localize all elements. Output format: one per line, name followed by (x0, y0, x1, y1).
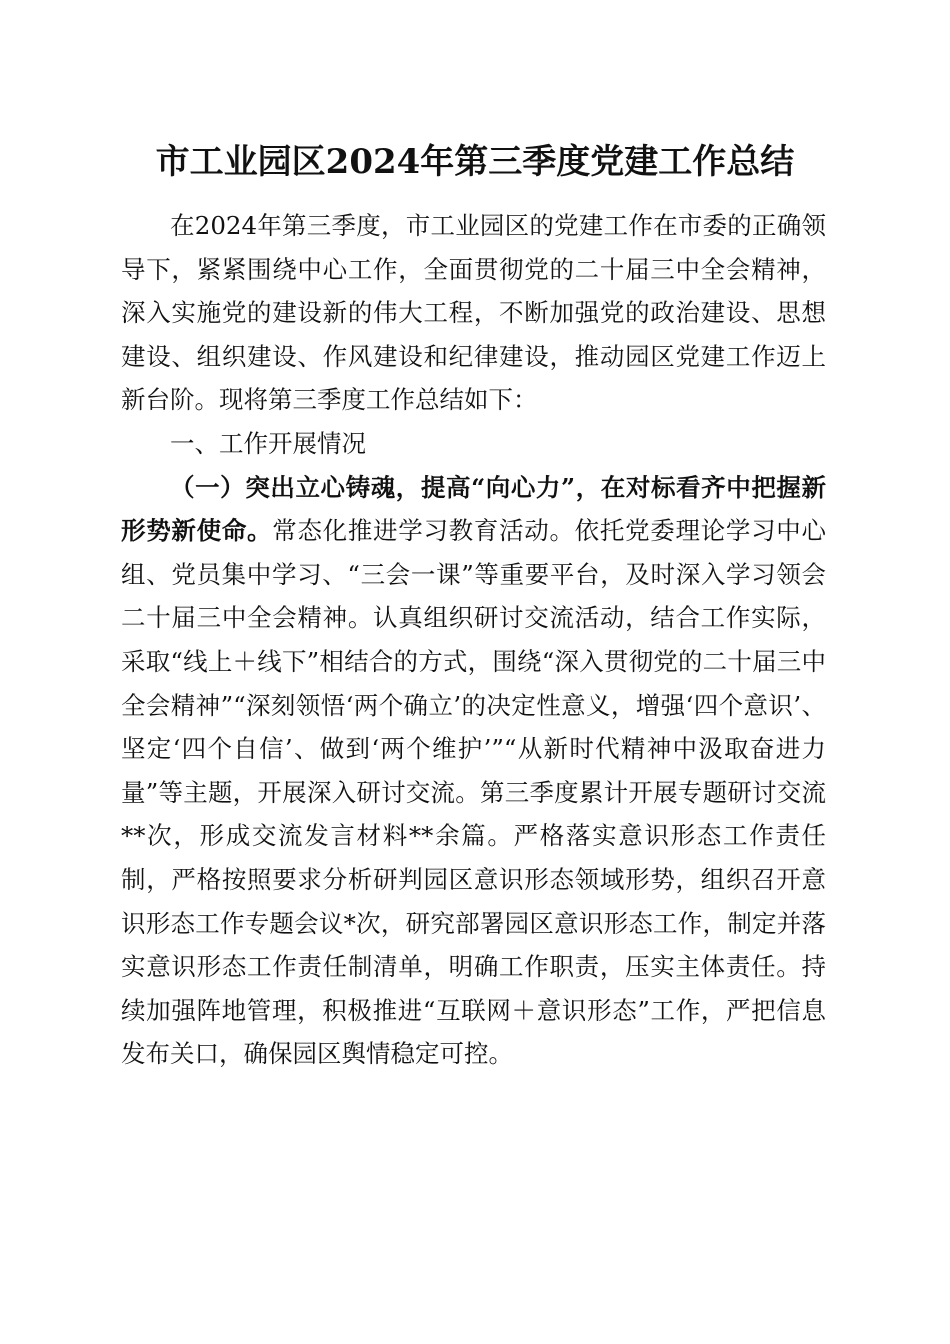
intro-paragraph: 在2024年第三季度，市工业园区的党建工作在市委的正确领导下，紧紧围绕中心工作，全面贯彻党的二十届三中全会精神，深入实施党的建设新的伟大工程，不断加强党的政治建设、思想建设、组织建设、作风建设和纪律建设，推动园区党建工作迈上新台阶。现将第三季度工作总结如下： (121, 211, 826, 415)
document-body (121, 204, 826, 1076)
subsection-body: 常态化推进学习教育活动。依托党委理论学习中心组、党员集中学习、“三会一课”等重要平台，及时深入学习领会二十届三中全会精神。认真组织研讨交流活动，结合工作实际，采取“线上＋线下”相结合的方式，围绕“深入贯彻党的二十届三中全会精神”“深刻领悟‘两个确立’的决定性意义，增强‘四个意识’、坚定‘四个自信’、做到‘两个维护’”“从新时代精神中汲取奋进力量”等主题，开展深入研讨交流。第三季度累计开展专题研讨交流**次，形成交流发言材料**余篇。严格落实意识形态工作责任制，严格按照要求分析研判园区意识形态领域形势，组织召开意识形态工作专题会议*次，研究部署园区意识形态工作，制定并落实意识形态工作责任制清单，明确工作职责，压实主体责任。持续加强阵地管理，积极推进“互联网＋意识形态”工作，严把信息发布关口，确保园区舆情稳定可控。 (121, 516, 827, 1069)
document-title: 市工业园区2024年第三季度党建工作总结 (155, 142, 795, 182)
section-heading-work-progress: 一、工作开展情况 (170, 428, 366, 458)
subsection-lead: （一）突出立心铸魂，提高“向心力”，在对标看齐中把握新形势新使命。 (121, 472, 826, 546)
subsection-paragraph (121, 466, 826, 1076)
